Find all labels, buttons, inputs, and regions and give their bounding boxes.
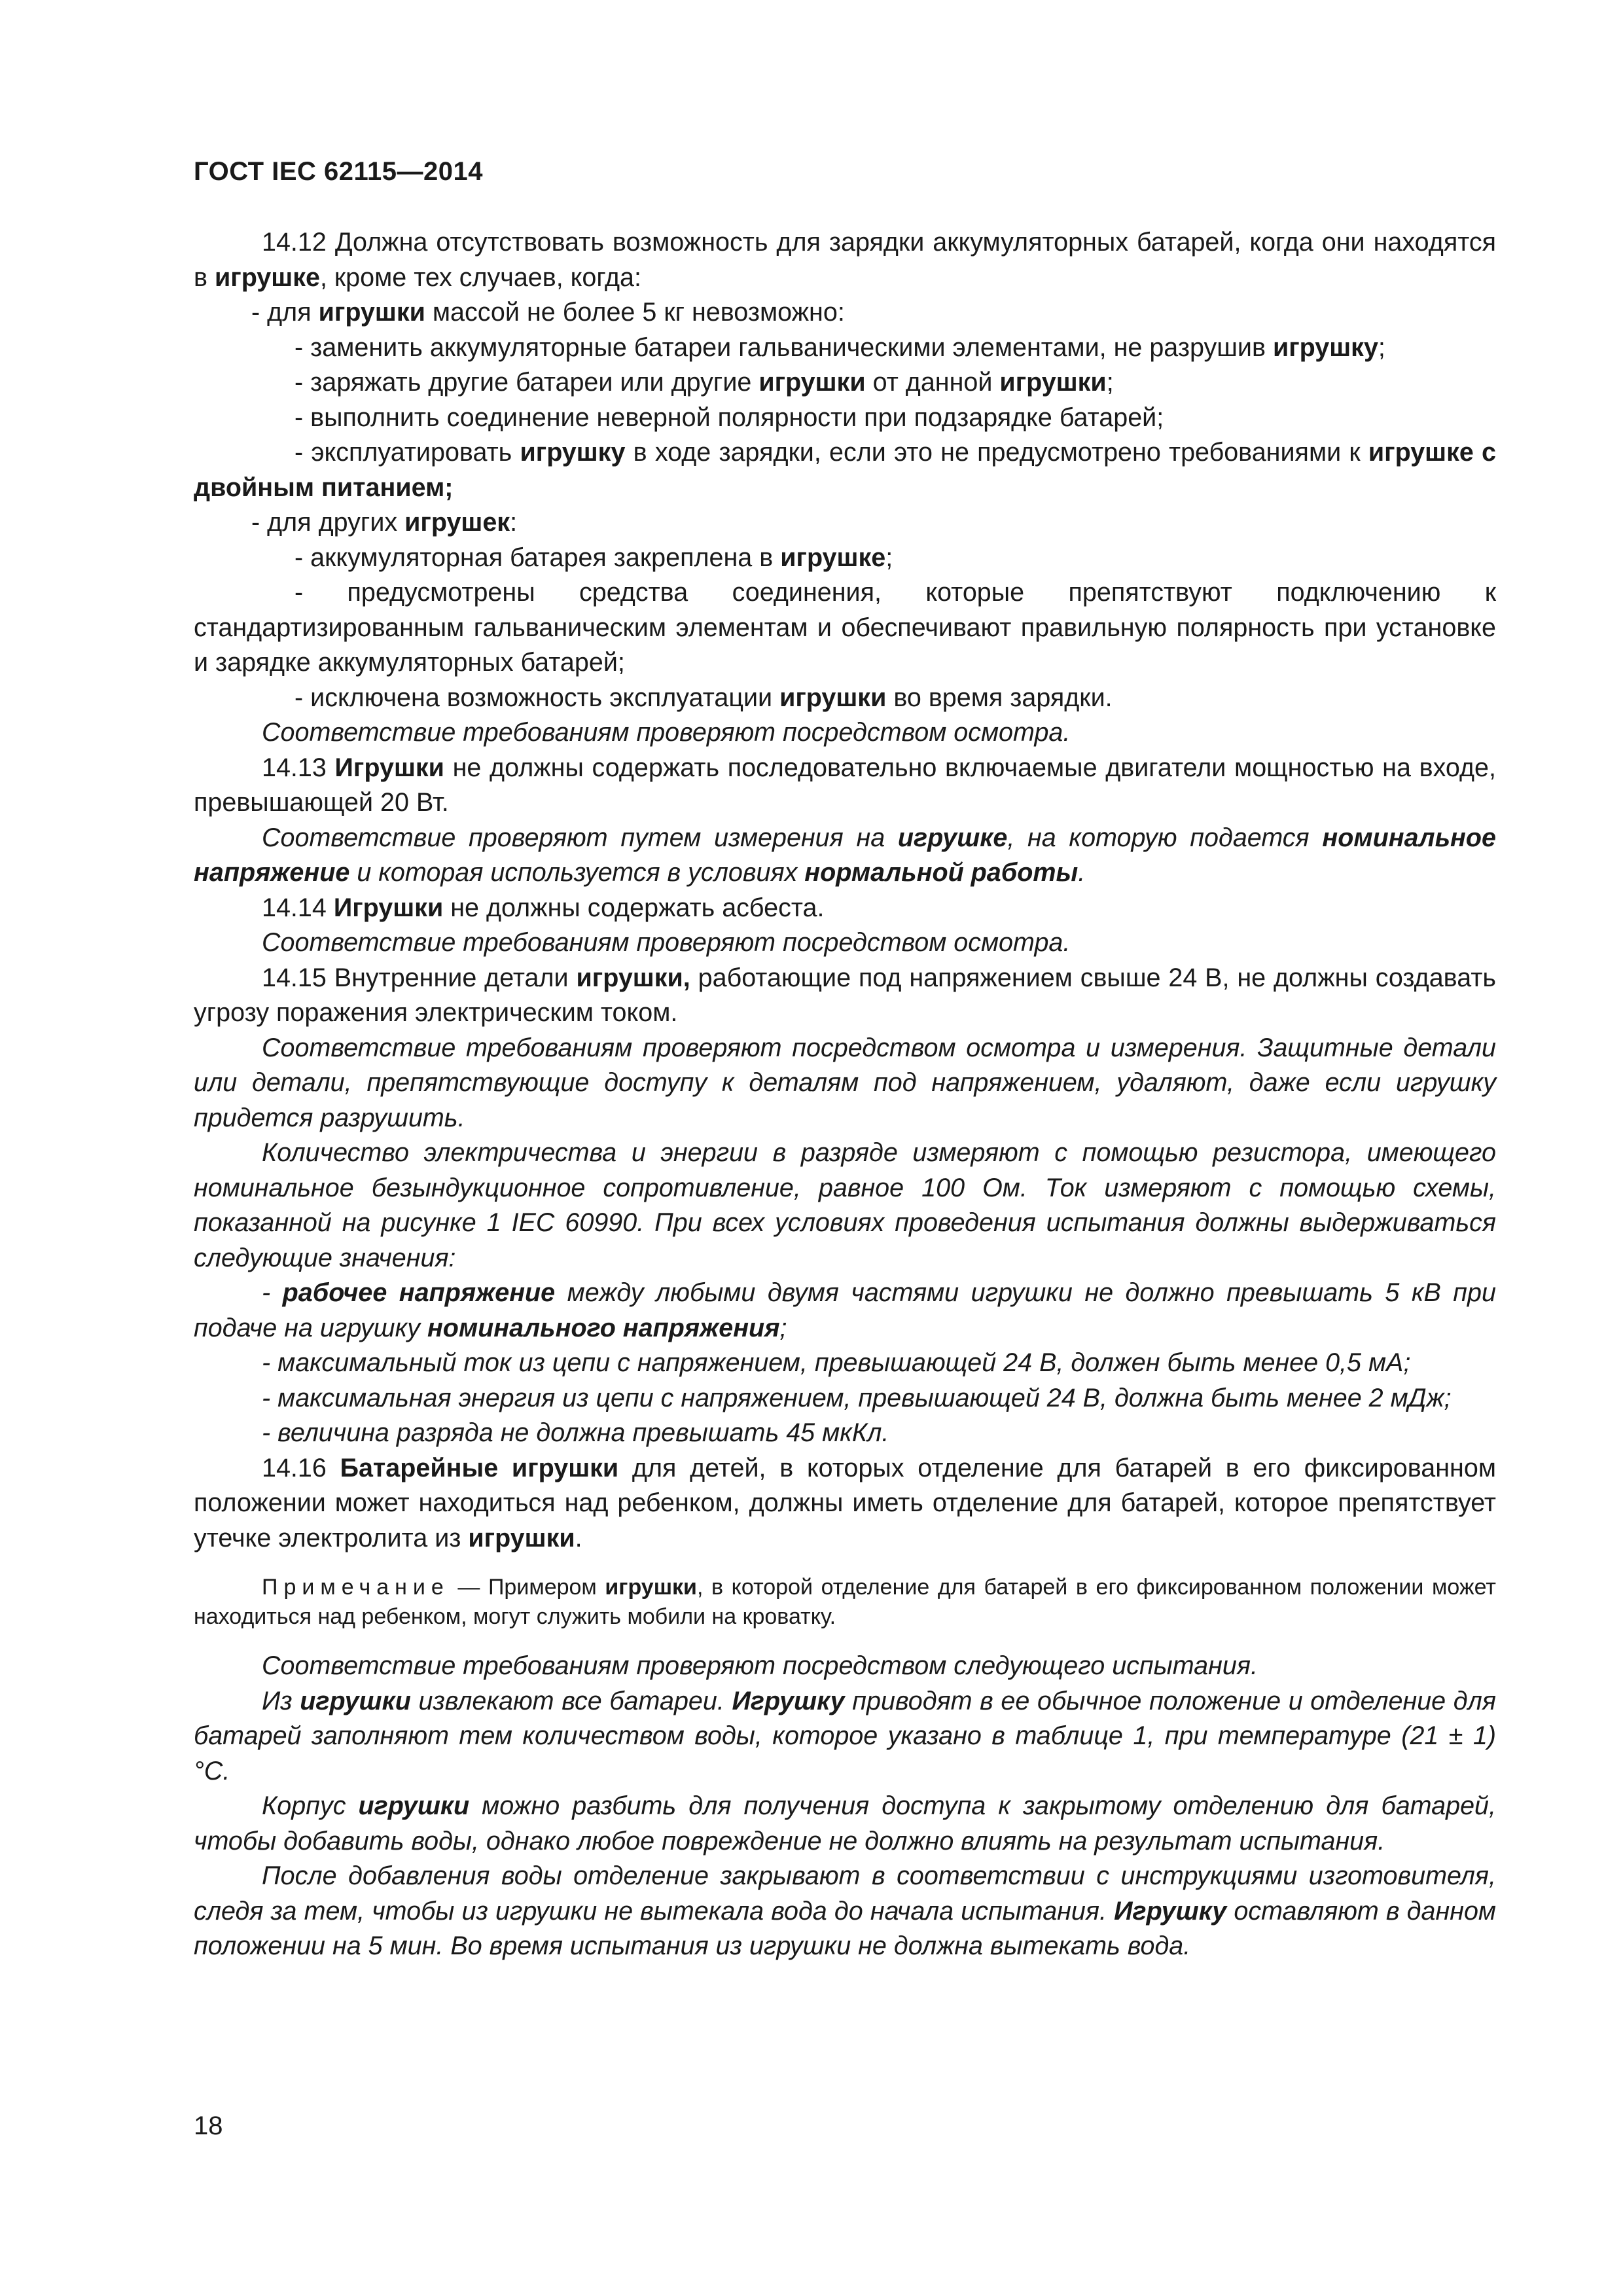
test-paragraph: После добавления воды отделение закрывают в соответствии с инструкциями изготовителя, следя за тем, чтобы из игрушки не вытекала вода до начала испытания. Игрушку оставляют в данном положении на 5 мин. Во время испытания из игрушки не должна вытекать вода. — [194, 1861, 1496, 1960]
compliance-check: Соответствие проверяют путем измерения на игрушке, на которую подается номинальное напряжение и которая используется в условиях нормальной работы. — [194, 823, 1496, 887]
note-paragraph: Примечание — Примером игрушки, в которой отделение для батарей в его фиксированном положении может находиться над ребенком, могут служить мобили на кроватку. — [194, 1575, 1496, 1629]
value-item: - величина разряда не должна превышать 45 мкКл. — [262, 1418, 889, 1447]
compliance-check: Соответствие требованиям проверяют посредством осмотра. — [262, 718, 1071, 747]
page-body — [194, 225, 1496, 1964]
measurement-paragraph: Количество электричества и энергии в разряде измеряют с помощью резистора, имеющего номинальное безындукционное сопротивление, равное 100 Ом. Ток измеряют с помощью схемы, показанной на рисунке 1 IEC 60990. При всех условиях проведения испытания должны выдерживаться следующие значения: — [194, 1138, 1496, 1272]
clause-14-16: 14.16 Батарейные игрушки для детей, в которых отделение для батарей в его фиксированном положении может находиться над ребенком, должны иметь отделение для батарей, которое препятствует утечке электролита из игрушки. — [194, 1453, 1496, 1552]
clause-14-14: 14.14 Игрушки не должны содержать асбеста. — [262, 893, 825, 922]
note-label: Примечание — [262, 1575, 450, 1600]
clause-14-15: 14.15 Внутренние детали игрушки, работающие под напряжением свыше 24 В, не должны создавать угрозу поражения электрическим током. — [194, 963, 1496, 1027]
list-item: - для игрушки массой не более 5 кг невозможно: — [251, 298, 845, 327]
page-number: 18 — [194, 2111, 223, 2140]
page-header: ГОСТ IEC 62115—2014 — [194, 157, 483, 186]
list-item: - эксплуатировать игрушку в ходе зарядки, если это не предусмотрено требованиями к игрушке с двойным питанием; — [194, 438, 1497, 502]
value-item: - максимальная энергия из цепи с напряжением, превышающей 24 В, должна быть менее 2 мДж; — [262, 1383, 1452, 1412]
value-item: - рабочее напряжение между любыми двумя частями игрушки не должно превышать 5 кВ при подаче на игрушку номинального напряжения; — [194, 1278, 1496, 1342]
value-item: - максимальный ток из цепи с напряжением, превышающей 24 В, должен быть менее 0,5 мА; — [262, 1348, 1411, 1377]
clause-14-13: 14.13 Игрушки не должны содержать последовательно включаемые двигатели мощностью на входе, превышающей 20 Вт. — [194, 753, 1496, 817]
clause-14-12: 14.12 Должна отсутствовать возможность для зарядки аккумуляторных батарей, когда они находятся в игрушке, кроме тех случаев, когда: — [194, 228, 1496, 292]
list-item: - заменить аккумуляторные батареи гальваническими элементами, не разрушив игрушку; — [294, 332, 1385, 362]
compliance-check: Соответствие требованиям проверяют посредством осмотра и измерения. Защитные детали или детали, препятствующие доступу к деталям под напряжением, удаляют, даже если игрушку придется разрушить. — [194, 1033, 1496, 1132]
list-item: - для других игрушек: — [251, 508, 518, 537]
list-item: - выполнить соединение неверной полярности при подзарядке батарей; — [294, 403, 1164, 432]
test-paragraph: Из игрушки извлекают все батареи. Игрушку приводят в ее обычное положение и отделение для батарей заполняют тем количеством воды, которое указано в таблице 1, при температуре (21 ± 1) °С. — [194, 1686, 1497, 1785]
compliance-check: Соответствие требованиям проверяют посредством осмотра. — [262, 928, 1071, 957]
list-item: - предусмотрены средства соединения, которые препятствуют подключению к стандартизированным гальваническим элементам и обеспечивают правильную полярность при установке и зарядке аккумуляторных батарей; — [194, 578, 1496, 677]
list-item: - исключена возможность эксплуатации игрушки во время зарядки. — [294, 683, 1113, 712]
list-item: - заряжать другие батареи или другие игрушки от данной игрушки; — [294, 368, 1114, 397]
test-paragraph: Корпус игрушки можно разбить для получения доступа к закрытому отделению для батарей, чтобы добавить воды, однако любое повреждение не должно влиять на результат испытания. — [194, 1791, 1496, 1856]
list-item: - аккумуляторная батарея закреплена в игрушке; — [294, 543, 893, 572]
compliance-check: Соответствие требованиям проверяют посредством следующего испытания. — [262, 1651, 1258, 1680]
